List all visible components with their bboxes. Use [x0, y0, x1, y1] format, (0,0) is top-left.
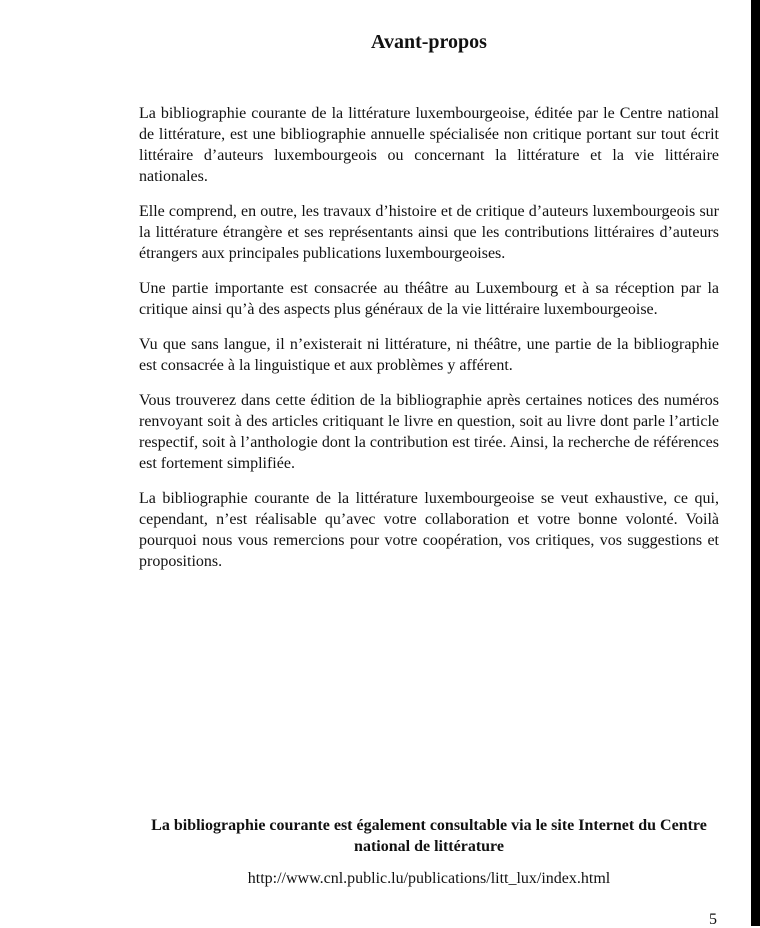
paragraph-6: La bibliographie courante de la littérature luxembourgeoise se veut exhaustive, ce qui, cependant, n’est réalisable qu’avec votre collaboration et votre bonne volonté. Voilà pourquoi nous vous remercions pour votre coopération, vos critiques, vos suggestions et propositions.: [139, 490, 719, 570]
paragraph-2: Elle comprend, en outre, les travaux d’histoire et de critique d’auteurs luxembourgeois sur la littérature étrangère et ses représentants ainsi que les contributions littéraires d’auteurs étrangers aux principales publications luxembourgeoises.: [139, 203, 719, 262]
website-notice: [139, 815, 719, 889]
paragraph-3: Une partie importante est consacrée au théâtre au Luxembourg et à sa réception par la critique ainsi qu’à des aspects plus généraux de la vie littéraire luxembourgeoise.: [139, 280, 719, 318]
paragraph-4: Vu que sans langue, il n’existerait ni littérature, ni théâtre, une partie de la bibliographie est consacrée à la linguistique et aux problèmes y afférent.: [139, 336, 719, 374]
page-number: 5: [709, 911, 717, 928]
notice-text: La bibliographie courante est également consultable via le site Internet du Centre national de littérature: [151, 817, 707, 855]
page-title: Avant-propos: [371, 31, 487, 53]
website-url: http://www.cnl.public.lu/publications/litt_lux/index.html: [247, 870, 611, 887]
paragraph-5: Vous trouverez dans cette édition de la bibliographie après certaines notices des numéros renvoyant soit à des articles critiquant le livre en question, soit au livre dont parle l’article respectif, soit à l’anthologie dont la contribution est tirée. Ainsi, la recherche de références est fortement simplifiée.: [139, 392, 719, 472]
paragraph-1: La bibliographie courante de la littérature luxembourgeoise, éditée par le Centre national de littérature, est une bibliographie annuelle spécialisée non critique portant sur tout écrit littéraire d’auteurs luxembourgeois ou concernant la littérature et la vie littéraire nationales.: [139, 105, 719, 185]
page-edge-bar: [751, 0, 760, 926]
foreword-body: [139, 103, 719, 586]
